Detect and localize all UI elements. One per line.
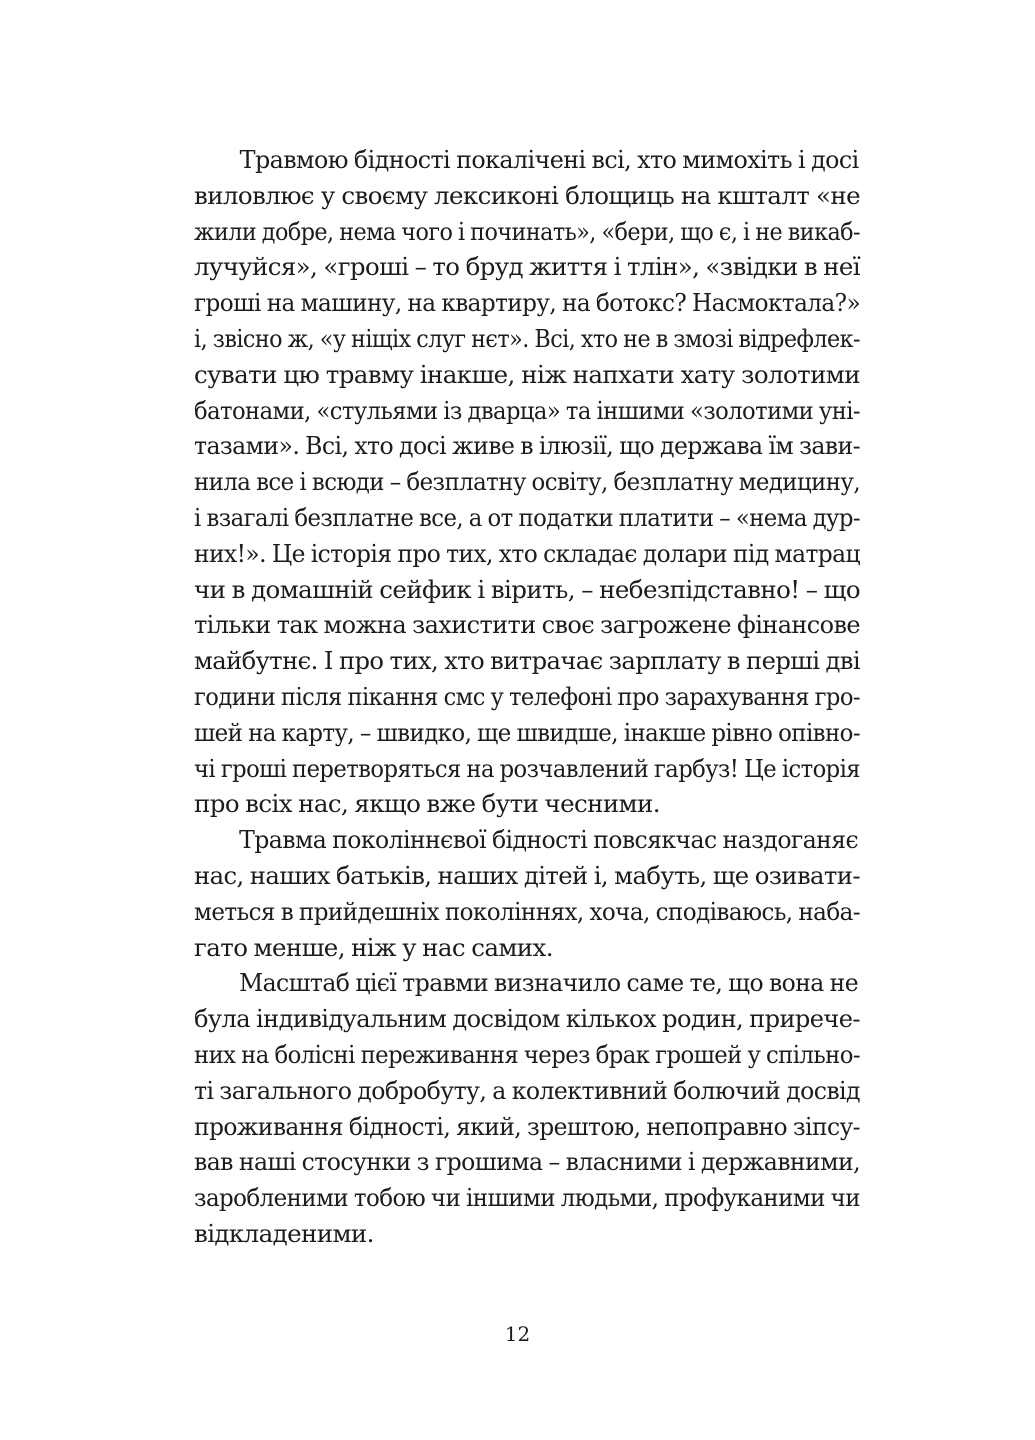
text-line: тільки так можна захистити своє загрожене фінансове [194,610,860,640]
text-line: гроші на машину, на квартиру, на ботокс? Насмоктала?» [194,288,861,318]
text-line: гато менше, ніж у нас самих. [194,932,553,962]
text-line: і, звісно ж, «у ніщіх слуг нєт». Всі, хто не в змозі відрефлек- [194,323,861,353]
text-line: і взагалі безплатне все, а от податки платити – «нема дур- [194,502,861,532]
text-line: чи в домашній сейфик і вірить, – небезпідставно! – що [194,574,860,604]
text-line: проживання бідності, який, зрештою, непоправно зіпсу- [194,1111,860,1141]
text-line: батонами, «стульями із дварца» та іншими «золотими уні- [194,395,861,425]
text-line: години після пікання смс у телефоні про зарахування гро- [194,681,860,711]
text-line: ті загального добробуту, а колективний болючий досвід [194,1075,860,1105]
text-line: нила все і всюди – безплатну освіту, безплатну медицину, [194,467,861,497]
text-line: меться в прийдешніх поколіннях, хоча, сподіваюсь, наба- [194,896,861,926]
text-line: нас, наших батьків, наших дітей і, мабуть, ще озивати- [194,860,860,890]
text-line: лучуйся», «гроші – то бруд життя і тлін», «звідки в неї [194,252,861,282]
paragraph-first-line: Травмою бідності покалічені всі, хто мимохіть і досі [239,145,859,174]
text-line: вав наші стосунки з грошима – власними і державними, [194,1147,861,1177]
text-line: чі гроші перетворяться на розчавлений гарбуз! Це історія [194,753,861,783]
text-line: жили добре, нема чого і починать», «бери, що є, і не викаб- [194,216,861,246]
text-line: була індивідуальним досвідом кількох родин, прирече- [194,1004,860,1034]
text-line: виловлює у своєму лексиконі блощиць на кшталт «не [194,180,860,210]
text-line: відкладеними. [194,1218,374,1248]
text-line: сувати цю травму інакше, ніж напхати хату золотими [194,359,860,389]
page-number: 12 [504,1322,531,1346]
text-line: про всіх нас, якщо вже бути чесними. [194,789,660,819]
text-line: них!». Це історія про тих, хто складає долари під матрац [194,538,860,568]
text-line: заробленими тобою чи іншими людьми, профуканими чи [194,1183,860,1213]
paragraph-first-line: Масштаб цієї травми визначило саме те, що вона не [239,968,859,998]
paragraph-first-line: Травма поколіннєвої бідності повсякчас наздоганяє [239,825,859,855]
text-line: тазами». Всі, хто досі живе в ілюзії, що держава їм зави- [194,431,860,461]
text-line: них на болісні переживання через брак грошей у спільно- [194,1039,861,1069]
body-text [194,142,860,1252]
text-line: майбутнє. І про тих, хто витрачає зарплату в перші дві [194,646,861,676]
text-line: шей на карту, – швидко, ще швидше, інакше рівно опівно- [194,717,861,747]
